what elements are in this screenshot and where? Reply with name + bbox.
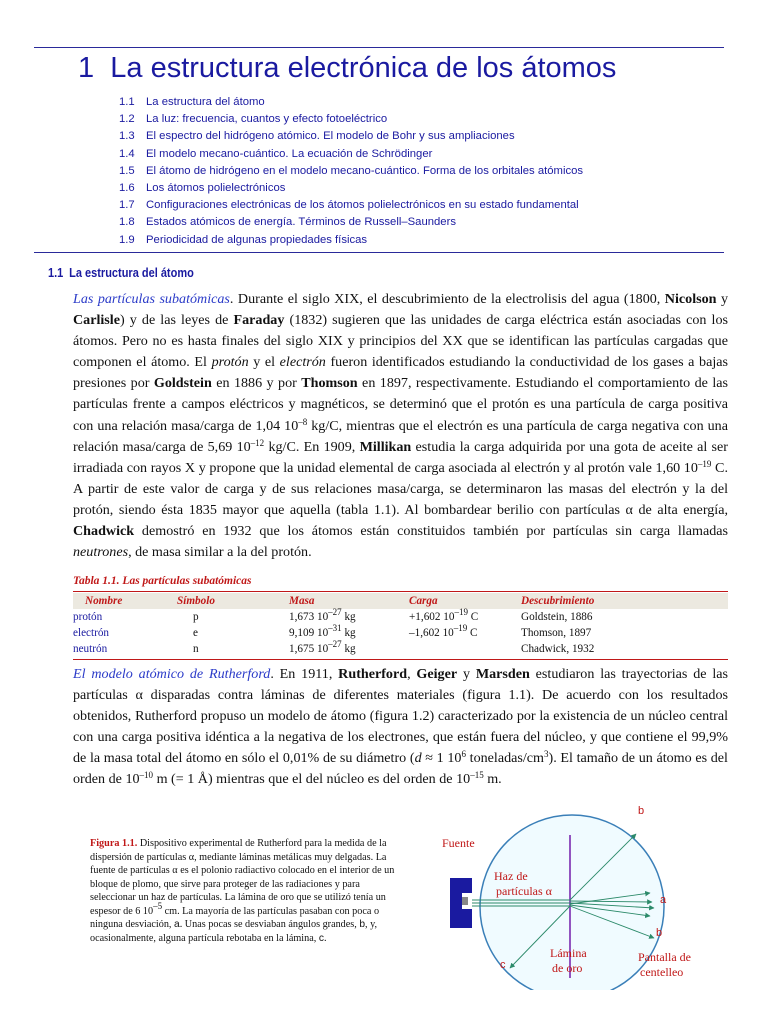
cell-mass: 1,675 $10^{-27}$ kg (289, 639, 356, 655)
toc-item[interactable]: 1.3 El espectro del hidrógeno atómico. El modelo de Bohr y sus ampliaciones (119, 130, 515, 143)
label-b-bottom: b (656, 927, 663, 939)
cell-discovery: Chadwick, 1932 (521, 643, 595, 655)
cell-charge: –1,602 $10^{-19}$ C (409, 623, 478, 639)
cell-charge: +1,602 $10^{-19}$ C (409, 607, 479, 623)
chapter-title: 1 La estructura electrónica de los átomos (78, 52, 617, 84)
figure-caption: Figura 1.1. Dispositivo experimental de Rutherford para la medida de la dispersión de partículas α, mediante láminas metálicas muy delgadas. La fuente de partículas α es el polonio radiactivo colocado en el interior de un bloque de plomo, que sirve para proteger de las radiaciones y para seleccionar un haz de partículas. La lámina de oro que se utilizó tenía un espesor de 6 $10^{-5}$ cm. La mayoría de las partículas pasaban con poca o ninguna desviación, a. Unas pocas se desviaban ángulos grandes, b, y, ocasionalmente, alguna partícula rebotaba en la lámina, c. (90, 838, 395, 944)
label-c: c (500, 959, 506, 971)
column-header: Nombre (73, 593, 177, 609)
toc-bottom-rule (34, 252, 724, 253)
label-foil-2: de oro (552, 961, 583, 975)
label-b-top: b (638, 805, 645, 817)
paragraph-rutherford: El modelo atómico de Rutherford. En 1911, Rutherford, Geiger y Marsden estudiaron las trayectorias de las partículas α disparadas contra láminas de diferentes materiales (figura 1.1). De acuerdo con los resultados obtenidos, Rutherford propuso un modelo de átomo (figura 1.2) caracterizado por la existencia de un núcleo central con una carga positiva idéntica a la negativa de los electrones, que están fuera del núcleo, y que contiene el 99,9% de la masa total del átomo en sólo el 0,01% de su diámetro (d ≈ 1 $10^6$ toneladas/$cm^3$). El tamaño de un átomo es del orden de $10^{-10}$ m (= 1 Å) mientras que el del núcleo es del orden de $10^{-15}$ m. (73, 666, 728, 788)
toc-item[interactable]: 1.6 Los átomos polielectrónicos (119, 182, 286, 195)
column-header: Símbolo (177, 593, 289, 609)
table-row (73, 609, 728, 625)
toc-item[interactable]: 1.5 El átomo de hidrógeno en el modelo mecano-cuántico. Forma de los orbitales atómicos (119, 164, 584, 177)
label-beam-2: partículas α (496, 884, 552, 898)
table-header-row (73, 593, 728, 609)
toc-item[interactable]: 1.1 La estructura del átomo (119, 96, 265, 108)
top-rule (34, 47, 724, 48)
label-source: Fuente (442, 836, 475, 850)
polonium-core (462, 897, 468, 905)
column-header: Carga (409, 593, 521, 609)
toc-item[interactable]: 1.7 Configuraciones electrónicas de los átomos polielectrónicos en su estado fundamental (119, 199, 579, 212)
cell-mass: 9,109 $10^{-31}$ kg (289, 623, 356, 639)
subatomic-particles-table (73, 593, 728, 657)
label-screen-1: Pantalla de (638, 950, 691, 964)
toc-item[interactable]: 1.4 El modelo mecano-cuántico. La ecuación de Schrödinger (119, 147, 433, 160)
label-screen-2: centelleo (640, 965, 684, 979)
cell-discovery: Goldstein, 1886 (521, 611, 593, 623)
column-header: Descubrimiento (521, 593, 728, 609)
label-a: a (660, 894, 667, 906)
cell-symbol: p (193, 611, 199, 623)
cell-discovery: Thomson, 1897 (521, 627, 592, 639)
label-beam-1: Haz de (494, 869, 528, 883)
table-caption: Tabla 1.1. Las partículas subatómicas (73, 575, 252, 587)
cell-mass: 1,673 $10^{-27}$ kg (289, 607, 356, 623)
table-top-rule (73, 591, 728, 592)
column-header: Masa (289, 593, 409, 609)
toc-item[interactable]: 1.9 Periodicidad de algunas propiedades físicas (119, 233, 368, 246)
table-bottom-rule (73, 659, 728, 660)
section-heading: 1.1 La estructura del átomo (48, 266, 194, 280)
cell-symbol: n (193, 643, 199, 655)
cell-charge (409, 641, 521, 657)
cell-name: electrón (73, 627, 110, 639)
cell-symbol: e (193, 627, 198, 639)
toc-item[interactable]: 1.2 La luz: frecuencia, cuantos y efecto fotoeléctrico (119, 113, 388, 126)
rutherford-experiment-diagram (410, 800, 730, 990)
label-foil-1: Lámina (550, 946, 587, 960)
table-row (73, 641, 728, 657)
table-row (73, 625, 728, 641)
paragraph-subatomic: Las partículas subatómicas. Durante el siglo XIX, el descubrimiento de la electrolisis del agua (1800, Nicolson y Carlisle) y de las leyes de Faraday (1832) sugieren que las unidades de carga eléctrica están asociadas con los átomos. Pero no es hasta finales del siglo XIX y principios del XX que se identifican las partículas cargadas que componen el átomo. El protón y el electrón fueron identificados estudiando la conductividad de los gases a bajas presiones por Goldstein en 1886 y por Thomson en 1897, respectivamente. Estudiando el comportamiento de las partículas frente a campos eléctricos y magnéticos, se determinó que el protón es una partícula de carga positiva con una relación masa/carga de 1,04 $10^{-8}$ kg/C, mientras que el electrón es una partícula de carga negativa con una relación masa/carga de 5,69 $10^{-12}$ kg/C. En 1909, Millikan estudia la carga adquirida por una gota de aceite al ser irradiada con rayos X y propone que la unidad elemental de carga asociada al electrón y al protón vale 1,60 $10^{-19}$ C. A partir de este valor de carga y de sus relaciones masa/carga, se determinaron las masas del electrón y la del protón, siendo ésta 1835 mayor que aquella (tabla 1.1). Al bombardear berilio con partículas α de alta energía, Chadwick demostró en 1932 que los átomos están constituidos también por partículas sin carga llamadas neutrones, de masa similar a la del protón. (73, 291, 729, 561)
toc-item[interactable]: 1.8 Estados atómicos de energía. Términos de Russell–Saunders (119, 216, 456, 229)
cell-name: protón (73, 611, 103, 623)
cell-name: neutrón (73, 643, 108, 655)
table-of-contents (119, 94, 583, 249)
